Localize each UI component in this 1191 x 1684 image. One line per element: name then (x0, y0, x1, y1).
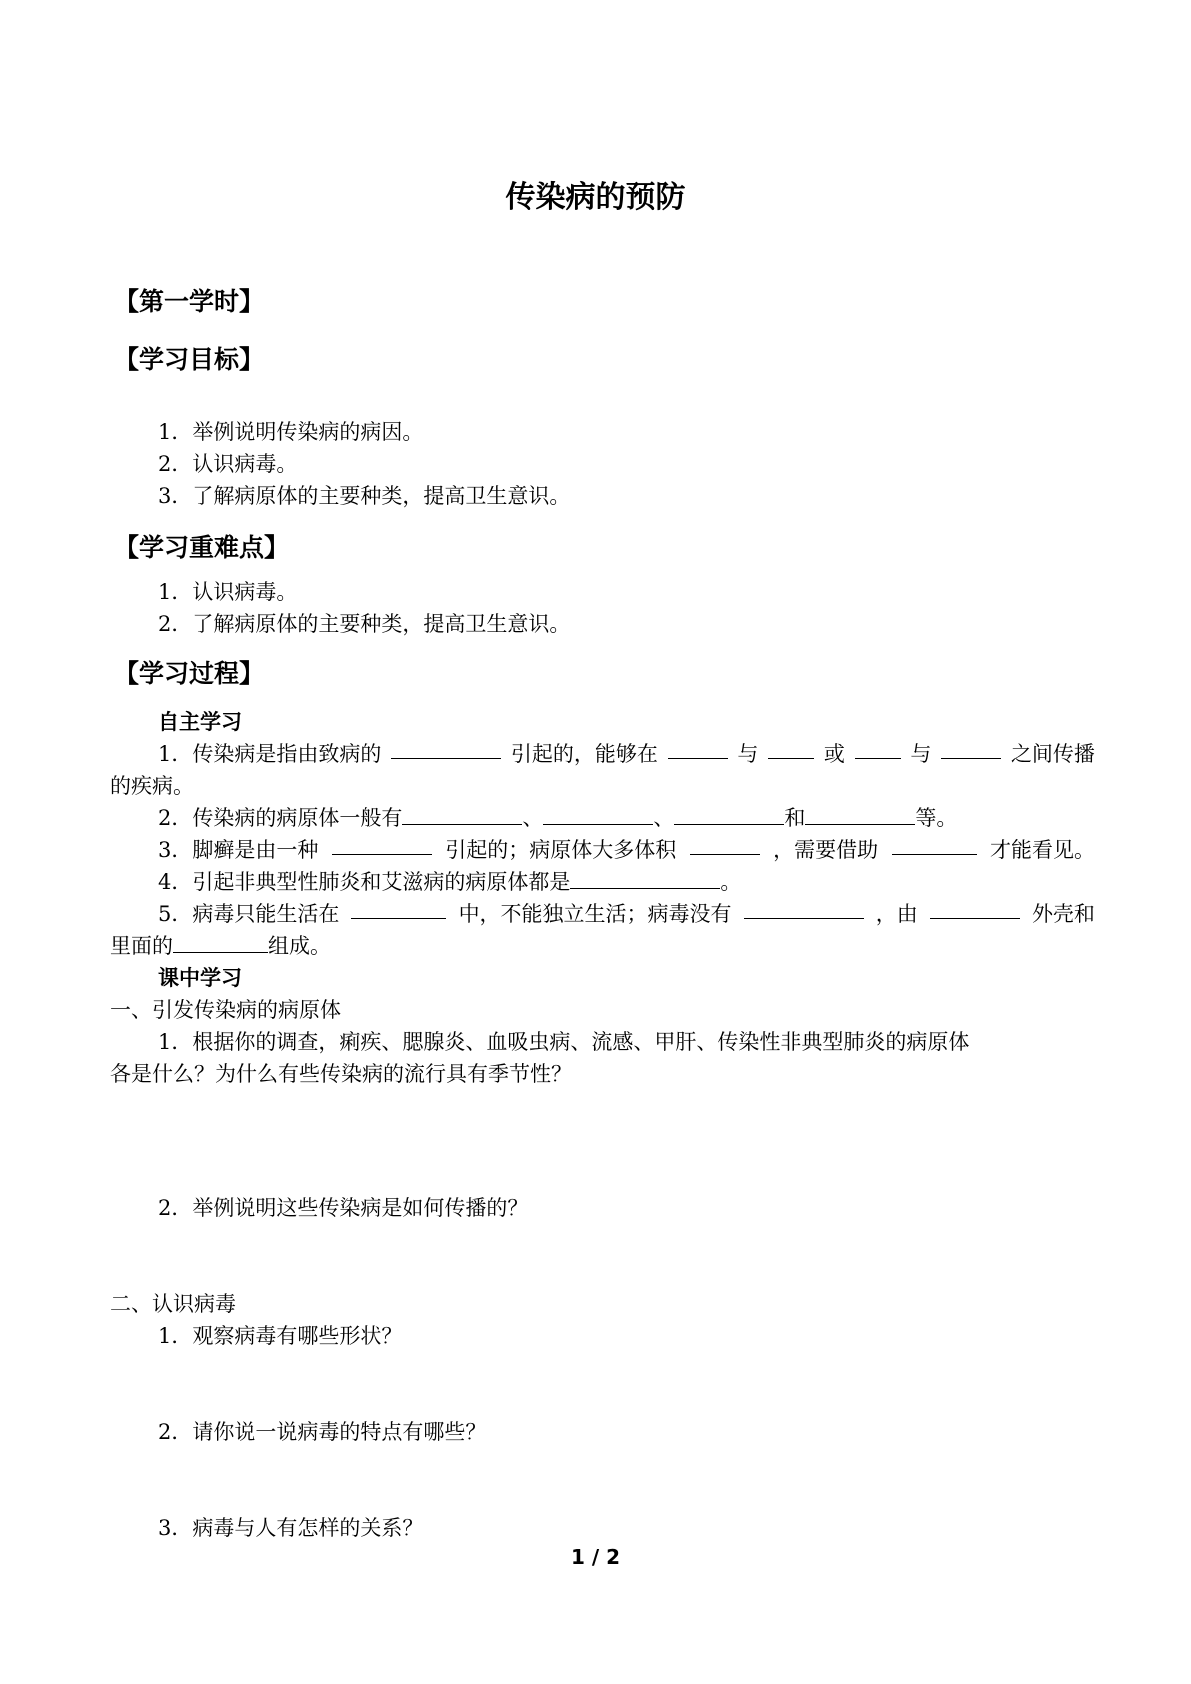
answer-blank[interactable] (805, 804, 915, 825)
goal-item: 3．了解病原体的主要种类，提高卫生意识。 (158, 484, 571, 508)
answer-blank[interactable] (402, 804, 522, 825)
answer-blank[interactable] (690, 834, 760, 855)
answer-blank[interactable] (351, 898, 446, 919)
goal-item: 2．认识病毒。 (158, 452, 298, 476)
answer-blank[interactable] (930, 898, 1020, 919)
q5-text: ，由 (875, 902, 918, 926)
q1-text: 之间传播 (1010, 742, 1095, 766)
answer-blank[interactable] (668, 738, 728, 759)
lesson-heading: 【第一学时】 (114, 287, 265, 316)
answer-blank[interactable] (173, 932, 268, 953)
answer-blank[interactable] (332, 834, 432, 855)
answer-blank[interactable] (543, 804, 653, 825)
self-study-q1-cont: 的疾病。 (110, 774, 194, 798)
answer-blank[interactable] (744, 898, 864, 919)
answer-blank[interactable] (855, 738, 901, 759)
part2-q2: 2．请你说一说病毒的特点有哪些？ (158, 1420, 487, 1444)
self-study-q1 (110, 738, 1095, 770)
q5-text: 外壳和 (1031, 902, 1095, 926)
self-study-heading: 自主学习 (158, 710, 242, 734)
q4-text: 。 (720, 870, 742, 894)
part2-q3: 3．病毒与人有怎样的关系？ (158, 1516, 424, 1540)
self-study-q2 (110, 802, 1095, 834)
q1-text: 与 (910, 742, 932, 766)
key-point-item: 1．认识病毒。 (158, 580, 298, 604)
q1-text: 与 (737, 742, 759, 766)
q2-text: 、 (522, 806, 544, 830)
self-study-q4 (110, 866, 1095, 898)
answer-blank[interactable] (892, 834, 977, 855)
q5-text: 里面的 (110, 934, 173, 958)
answer-blank[interactable] (391, 738, 501, 759)
part1-heading: 一、引发传染病的病原体 (110, 998, 341, 1022)
page-title: 传染病的预防 (505, 180, 686, 215)
part1-q2: 2．举例说明这些传染病是如何传播的？ (158, 1196, 529, 1220)
goal-item: 1．举例说明传染病的病因。 (158, 420, 424, 444)
key-point-item: 2．了解病原体的主要种类，提高卫生意识。 (158, 612, 571, 636)
q2-text: 和 (784, 806, 806, 830)
page-number: 1 / 2 (570, 1545, 621, 1569)
q2-text: 等。 (915, 806, 958, 830)
q1-text: 1．传染病是指由致病的 (158, 742, 382, 766)
q5-text: 中，不能独立生活；病毒没有 (458, 902, 732, 926)
q1-text: 引起的，能够在 (510, 742, 658, 766)
self-study-q3 (110, 834, 1095, 866)
q1-text: 或 (823, 742, 845, 766)
process-heading: 【学习过程】 (114, 659, 265, 688)
q4-text: 4．引起非典型性肺炎和艾滋病的病原体都是 (158, 870, 571, 894)
q3-text: 3．脚癣是由一种 (158, 838, 319, 862)
q5-text: 组成。 (268, 934, 331, 958)
q5-text: 5．病毒只能生活在 (158, 902, 340, 926)
q3-text: 引起的；病原体大多体积 (445, 838, 677, 862)
q2-text: 、 (653, 806, 675, 830)
q3-text: 才能看见。 (990, 838, 1095, 862)
q3-text: ，需要借助 (773, 838, 879, 862)
goals-heading: 【学习目标】 (114, 345, 265, 374)
answer-blank[interactable] (674, 804, 784, 825)
in-class-heading: 课中学习 (158, 966, 242, 990)
answer-blank[interactable] (570, 868, 720, 889)
answer-blank[interactable] (768, 738, 814, 759)
part2-q1: 1．观察病毒有哪些形状？ (158, 1324, 403, 1348)
q2-text: 2．传染病的病原体一般有 (158, 806, 403, 830)
self-study-q5-cont (110, 930, 1095, 962)
answer-blank[interactable] (941, 738, 1001, 759)
part1-q1: 1．根据你的调查，痢疾、腮腺炎、血吸虫病、流感、甲肝、传染性非典型肺炎的病原体 (158, 1030, 970, 1054)
part1-q1-cont: 各是什么？为什么有些传染病的流行具有季节性？ (110, 1062, 572, 1086)
part2-heading: 二、认识病毒 (110, 1292, 236, 1316)
key-points-heading: 【学习重难点】 (114, 533, 290, 562)
self-study-q5 (110, 898, 1095, 930)
